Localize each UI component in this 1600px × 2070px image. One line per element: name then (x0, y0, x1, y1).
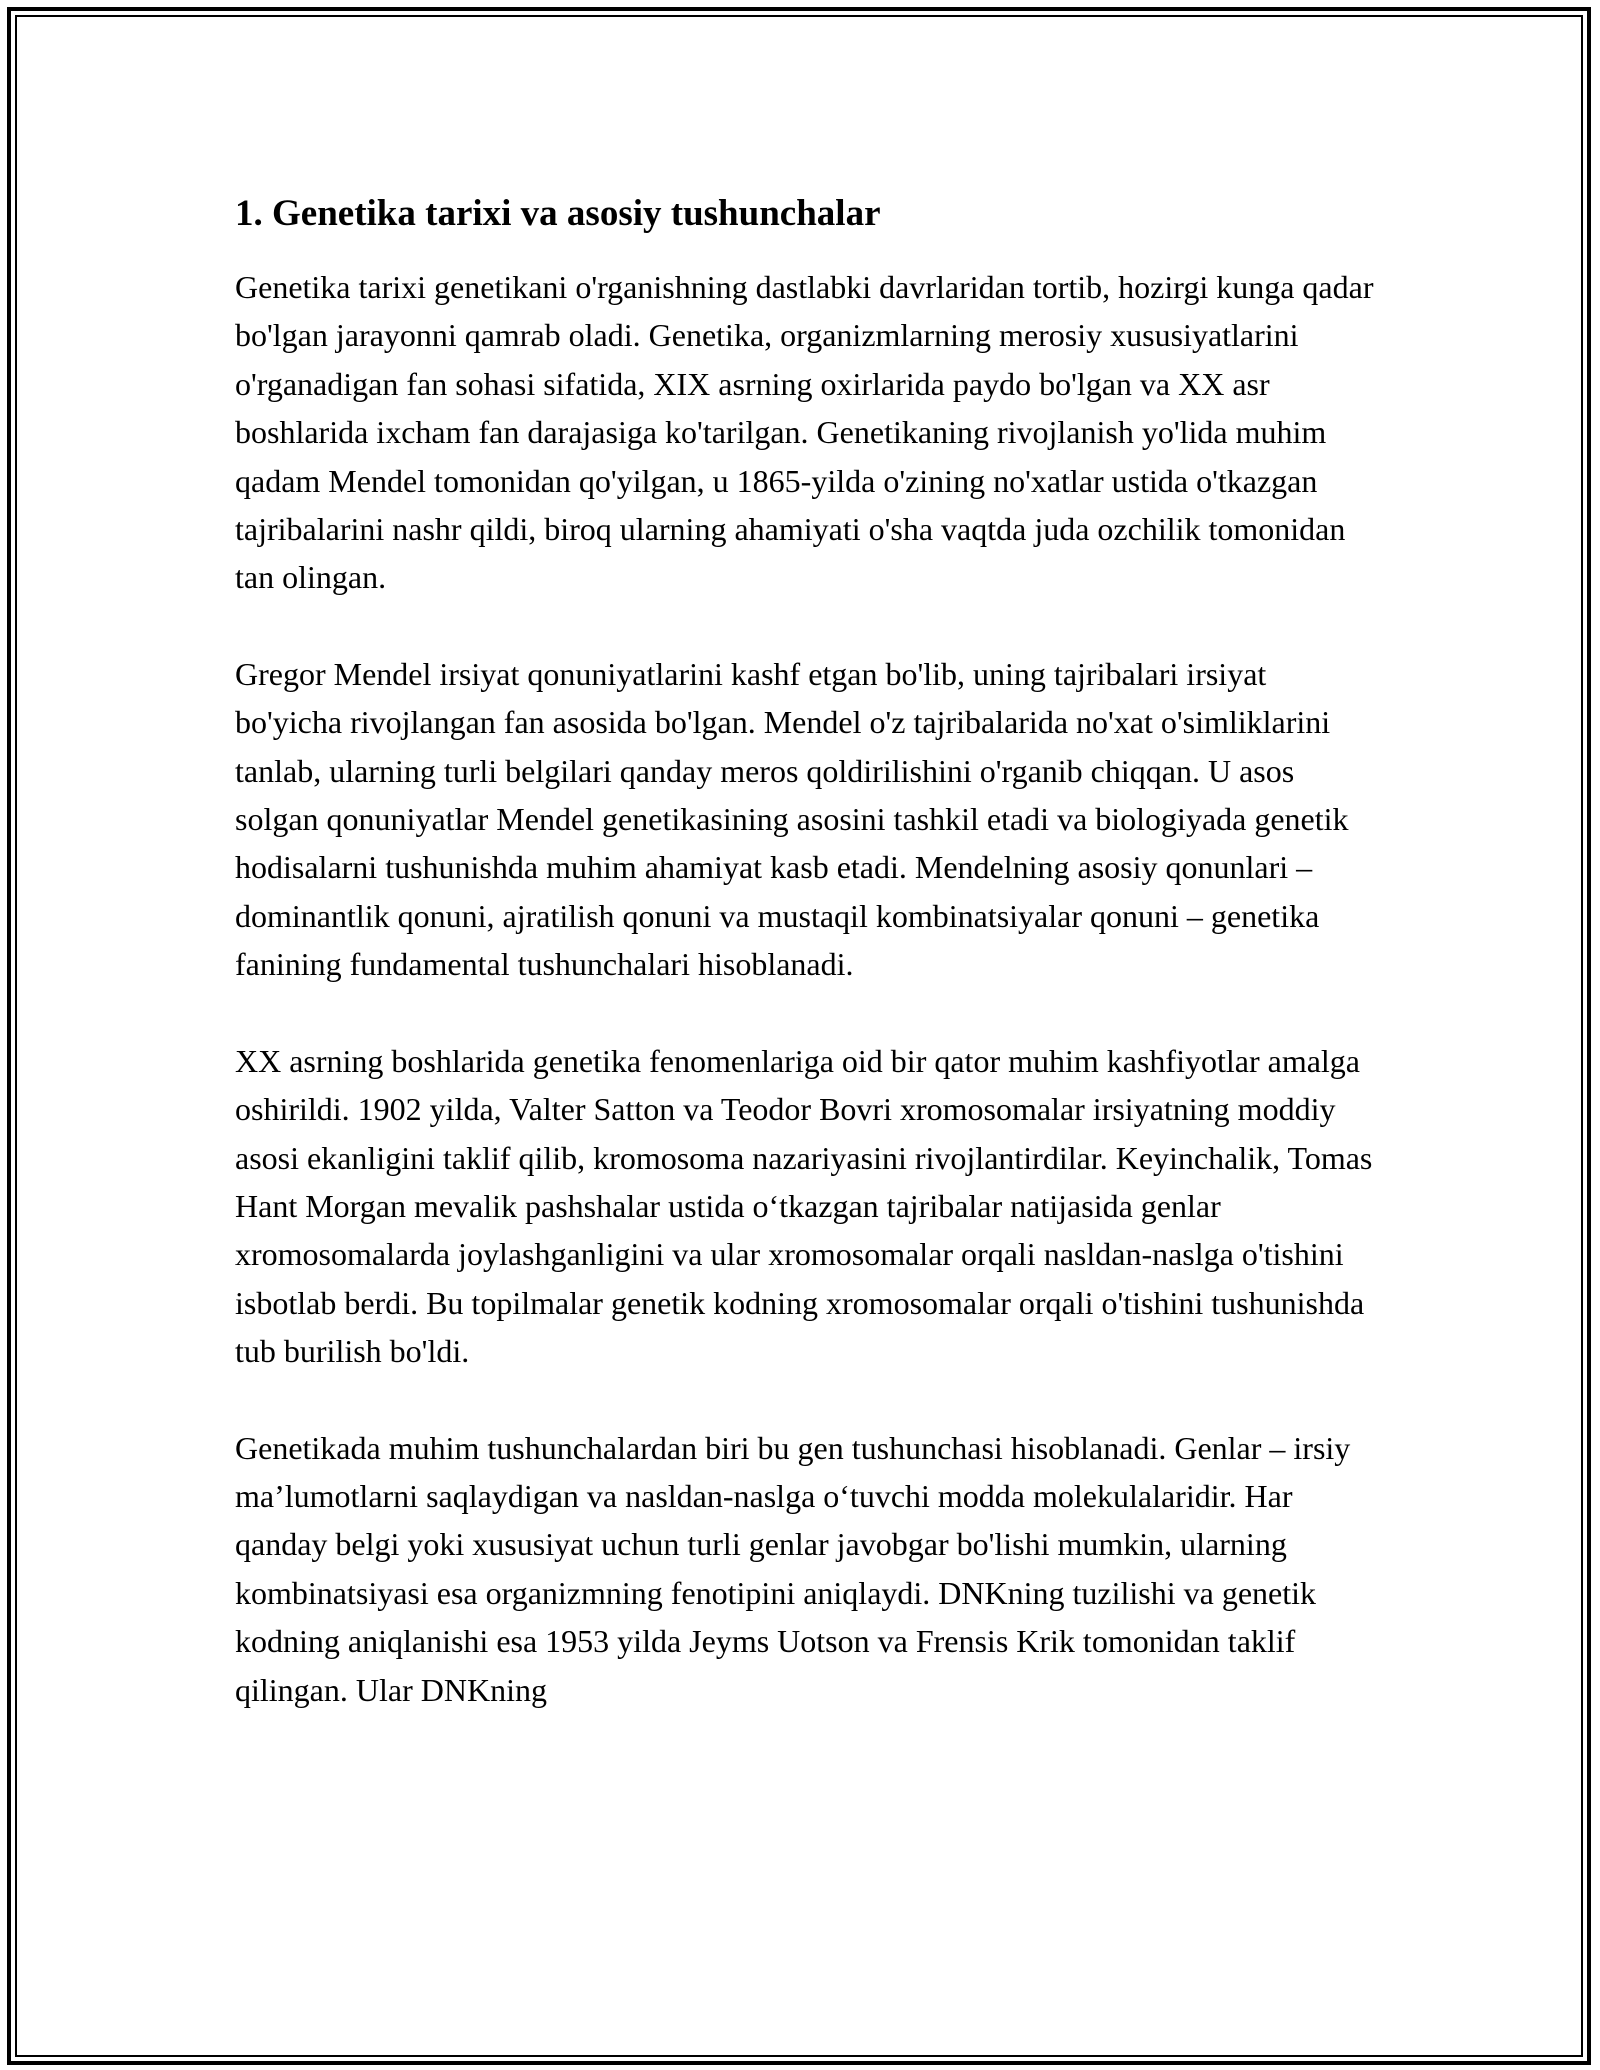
document-body (235, 190, 1375, 1762)
paragraph-1: Genetika tarixi genetikani o'rganishning dastlabki davrlaridan tortib, hozirgi kunga qadar bo'lgan jarayonni qamrab oladi. Genetika, organizmlarning merosiy xususiyatlarini o'rganadigan fan sohasi sifatida, XIX asrning oxirlarida paydo bo'lgan va XX asr boshlarida ixcham fan darajasiga ko'tarilgan. Genetikaning rivojlanish yo'lida muhim qadam Mendel tomonidan qo'yilgan, u 1865-yilda o'zining no'xatlar ustida o'tkazgan tajribalarini nashr qildi, biroq ularning ahamiyati o'sha vaqtda juda ozchilik tomonidan tan olingan. (235, 269, 1374, 596)
section-heading: 1. Genetika tarixi va asosiy tushunchalar (235, 193, 881, 234)
paragraph-4: Genetikada muhim tushunchalardan biri bu gen tushunchasi hisoblanadi. Genlar – irsiy ma’lumotlarni saqlaydigan va nasldan-naslga o‘tuvchi modda molekulalaridir. Har qanday belgi yoki xususiyat uchun turli genlar javobgar bo'lishi mumkin, ularning kombinatsiyasi esa organizmning fenotipini aniqlaydi. DNKning tuzilishi va genetik kodning aniqlanishi esa 1953 yilda Jeyms Uotson va Frensis Krik tomonidan taklif qilingan. Ular DNKning (235, 1429, 1351, 1708)
paragraph-3: XX asrning boshlarida genetika fenomenlariga oid bir qator muhim kashfiyotlar amalga oshirildi. 1902 yilda, Valter Satton va Teodor Bovri xromosomalar irsiyatning moddiy asosi ekanligini taklif qilib, kromosoma nazariyasini rivojlantirdilar. Keyinchalik, Tomas Hant Morgan mevalik pashshalar ustida o‘tkazgan tajribalar natijasida genlar xromosomalarda joylashganligini va ular xromosomalar orqali nasldan-naslga o'tishini isbotlab berdi. Bu topilmalar genetik kodning xromosomalar orqali o'tishini tushunishda tub burilish bo'ldi. (235, 1042, 1373, 1370)
paragraph-2: Gregor Mendel irsiyat qonuniyatlarini kashf etgan bo'lib, uning tajribalari irsiyat bo'yicha rivojlangan fan asosida bo'lgan. Mendel o'z tajribalarida no'xat o'simliklarini tanlab, ularning turli belgilari qanday meros qoldirilishini o'rganib chiqqan. U asos solgan qonuniyatlar Mendel genetikasining asosini tashkil etadi va biologiyada genetik hodisalarni tushunishda muhim ahamiyat kasb etadi. Mendelning asosiy qonunlari – dominantlik qonuni, ajratilish qonuni va mustaqil kombinatsiyalar qonuni – genetika fanining fundamental tushunchalari hisoblanadi. (235, 655, 1349, 983)
